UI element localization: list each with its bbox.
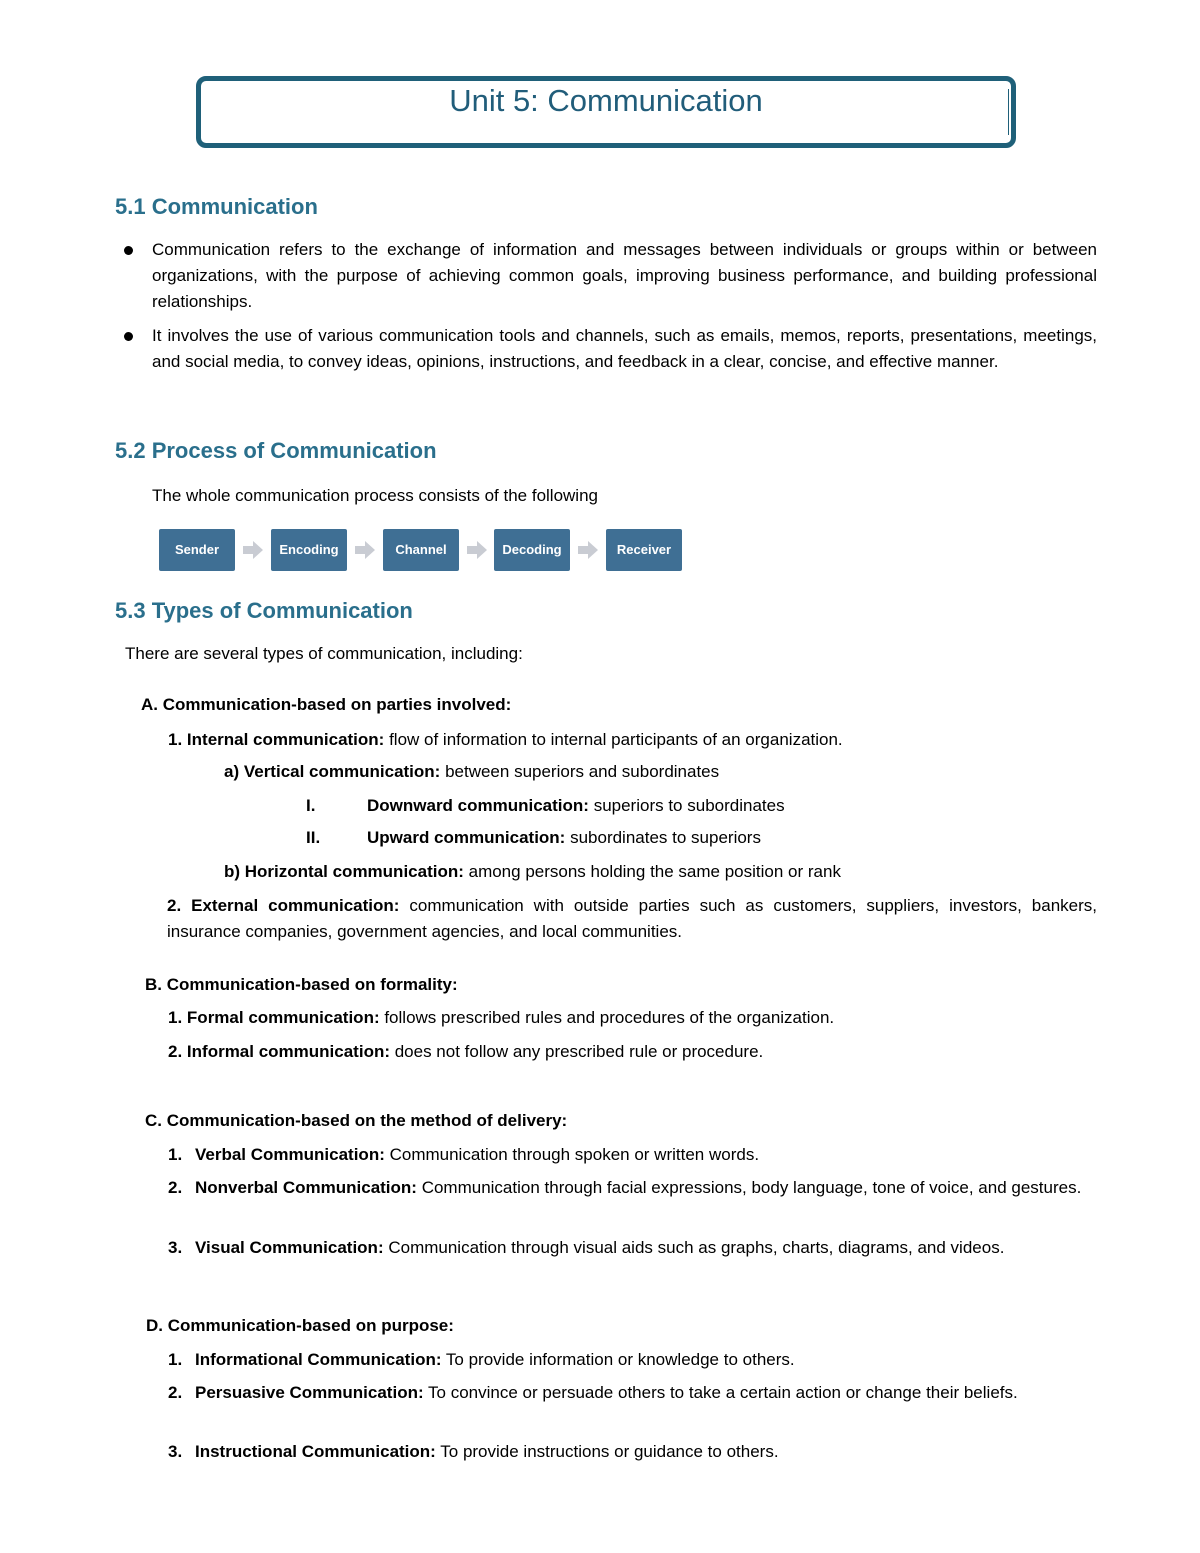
- section-heading-5-2: 5.2 Process of Communication: [115, 438, 437, 463]
- type-group-b-heading: B. Communication-based on formality:: [145, 975, 458, 994]
- type-group-c-heading: C. Communication-based on the method of delivery:: [145, 1111, 568, 1130]
- list-item-persuasive: Persuasive Communication: To convince or persuade others to take a certain action or change their beliefs.: [195, 1383, 1018, 1402]
- list-item-downward: I.: [306, 796, 316, 815]
- list-item-verbal: Verbal Communication: Communication through spoken or written words.: [195, 1145, 760, 1164]
- process-step-encoding: Encoding: [271, 529, 347, 571]
- list-item-formal: 1. Formal communication: follows prescribed rules and procedures of the organization.: [168, 1008, 835, 1027]
- list-item-visual-num: 3.: [168, 1238, 183, 1257]
- list-item-internal: 1. Internal communication: flow of information to internal participants of an organization.: [168, 730, 843, 749]
- bullet-paragraph: Communication refers to the exchange of information and messages between individuals or groups within or between organizations, with the purpose of achieving common goals, improving business performance, and building professional relationships.: [152, 240, 1097, 311]
- list-item-upward-text: Upward communication: subordinates to superiors: [367, 828, 761, 847]
- list-item-upward: II.: [306, 828, 321, 847]
- list-item-downward-text: Downward communication: superiors to subordinates: [367, 796, 785, 815]
- list-item-persuasive-num: 2.: [168, 1383, 183, 1402]
- process-intro: The whole communication process consists of the following: [152, 486, 598, 505]
- process-step-decoding: Decoding: [494, 529, 570, 571]
- list-item-informal: 2. Informal communication: does not follow any prescribed rule or procedure.: [168, 1042, 764, 1061]
- bullet-paragraph: It involves the use of various communication tools and channels, such as emails, memos, reports, presentations, meetings, and social media, to convey ideas, opinions, instructions, and feedback in a clear, concise, and effective manner.: [152, 326, 1097, 371]
- list-item-instructional-num: 3.: [168, 1442, 183, 1461]
- list-item-horizontal: b) Horizontal communication: among persons holding the same position or rank: [224, 862, 841, 881]
- list-item-verbal-num: 1.: [168, 1145, 183, 1164]
- list-item-vertical: a) Vertical communication: between superiors and subordinates: [224, 762, 720, 781]
- section-heading-5-1: 5.1 Communication: [115, 194, 318, 219]
- section-heading-5-3: 5.3 Types of Communication: [115, 598, 413, 623]
- list-item-visual: Visual Communication: Communication through visual aids such as graphs, charts, diagrams, and videos.: [195, 1238, 1005, 1257]
- title-box: [196, 76, 1016, 148]
- page-title: Unit 5: Communication: [449, 83, 763, 118]
- process-step-sender: Sender: [159, 529, 235, 571]
- type-group-d-heading: D. Communication-based on purpose:: [146, 1316, 454, 1335]
- types-intro: There are several types of communication, including:: [125, 644, 523, 663]
- arrow-right-icon: [355, 541, 375, 559]
- list-item-informational: Informational Communication: To provide information or knowledge to others.: [195, 1350, 795, 1369]
- list-item-instructional: Instructional Communication: To provide instructions or guidance to others.: [195, 1442, 779, 1461]
- bullet-icon: [124, 332, 133, 341]
- process-step-channel: Channel: [383, 529, 459, 571]
- bullet-icon: [124, 246, 133, 255]
- list-item-external: 2. External communication: communication with outside parties such as customers, suppliers, investors, bankers, insurance companies, government agencies, and local communities.: [167, 896, 1097, 941]
- arrow-right-icon: [467, 541, 487, 559]
- process-step-receiver: Receiver: [606, 529, 682, 571]
- arrow-right-icon: [243, 541, 263, 559]
- list-item-informational-num: 1.: [168, 1350, 183, 1369]
- list-item-nonverbal: Nonverbal Communication: Communication through facial expressions, body language, tone of voice, and gestures.: [195, 1178, 1082, 1197]
- type-group-a-heading: A. Communication-based on parties involved:: [141, 695, 512, 714]
- list-item-nonverbal-num: 2.: [168, 1178, 183, 1197]
- arrow-right-icon: [578, 541, 598, 559]
